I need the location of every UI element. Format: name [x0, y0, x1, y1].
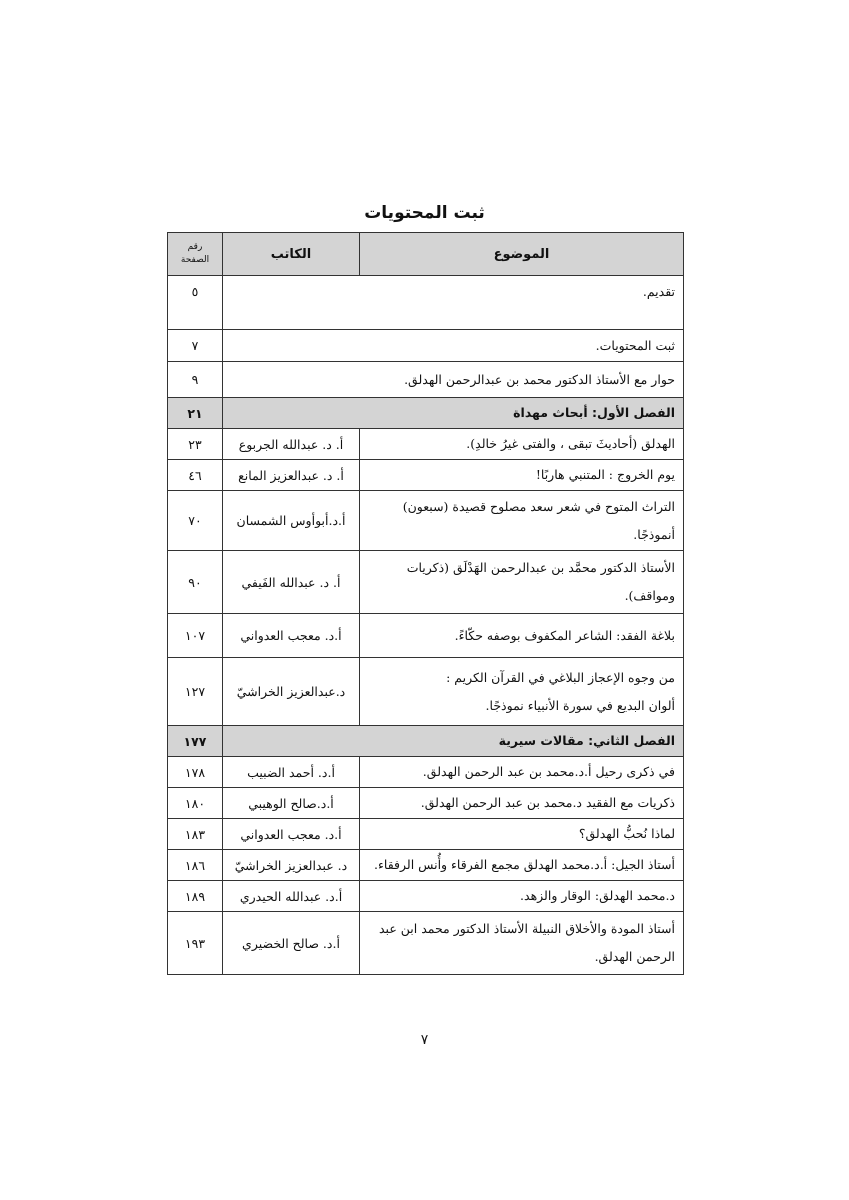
row-topic: الأستاذ الدكتور محمَّد بن عبدالرحمن الهَدْلَق (ذكريات ومواقف).: [360, 551, 684, 614]
table-row: [168, 658, 684, 726]
section-row: [168, 726, 684, 757]
table-row: [168, 757, 684, 788]
table-row: [168, 788, 684, 819]
contents-table: [167, 232, 684, 975]
section-title: الفصل الأول: أبحاث مهداة: [223, 398, 684, 429]
row-page: ١٢٧: [168, 658, 223, 726]
row-author: أ.د. صالح الخضيري: [223, 912, 360, 975]
page-title: ثبت المحتويات: [364, 203, 485, 223]
row-page: ٥: [168, 276, 223, 330]
row-topic: حوار مع الأستاذ الدكتور محمد بن عبدالرحمن الهدلق.: [223, 362, 684, 398]
header-topic: الموضوع: [360, 233, 684, 276]
row-topic: أستاذ المودة والأخلاق النبيلة الأستاذ الدكتور محمد ابن عبد الرحمن الهدلق.: [360, 912, 684, 975]
row-page: ١٨٣: [168, 819, 223, 850]
header-page: [168, 233, 223, 276]
row-page: ١٧٨: [168, 757, 223, 788]
header-page-line2: الصفحة: [180, 255, 210, 265]
row-topic-line1: من وجوه الإعجاز البلاغي في القرآن الكريم :: [446, 669, 675, 685]
table-row: [168, 362, 684, 398]
row-page: ١٨٠: [168, 788, 223, 819]
table-row: [168, 491, 684, 551]
table-row: [168, 850, 684, 881]
row-author: أ.د.أبوأوس الشمسان: [223, 491, 360, 551]
row-page: ٩: [168, 362, 223, 398]
row-author: د. عبدالعزيز الخراشيّ: [223, 850, 360, 881]
row-author: أ.د.صالح الوهيبي: [223, 788, 360, 819]
row-topic: في ذكرى رحيل أ.د.محمد بن عبد الرحمن الهدلق.: [360, 757, 684, 788]
header-author: الكاتب: [223, 233, 360, 276]
table-row: [168, 551, 684, 614]
table-row: [168, 276, 684, 330]
header-page-line1: رقم: [187, 241, 203, 252]
row-page: ٢١: [168, 398, 223, 429]
row-topic: الهدلق (أحاديثَ تبقى ، والفتى غيرُ خالدِ).: [360, 429, 684, 460]
row-page: ١٩٣: [168, 912, 223, 975]
row-author: أ. د. عبدالله الجربوع: [223, 429, 360, 460]
row-author: أ.د. معجب العدواني: [223, 819, 360, 850]
row-author: أ.د. معجب العدواني: [223, 614, 360, 658]
table-row: [168, 881, 684, 912]
table-row: [168, 429, 684, 460]
table-row: [168, 460, 684, 491]
row-topic: [360, 658, 684, 726]
page-number: ٧: [420, 1032, 429, 1048]
row-author: أ. د. عبدالعزيز المانع: [223, 460, 360, 491]
row-page: ١٠٧: [168, 614, 223, 658]
row-page: ١٧٧: [168, 726, 223, 757]
row-page: ١٨٦: [168, 850, 223, 881]
row-page: ٧: [168, 330, 223, 362]
row-page: ٧٠: [168, 491, 223, 551]
row-page: ١٨٩: [168, 881, 223, 912]
row-topic: تقديم.: [223, 276, 684, 330]
row-page: ٩٠: [168, 551, 223, 614]
row-topic: ثبت المحتويات.: [223, 330, 684, 362]
row-topic: يوم الخروج : المتنبي هاربًا!: [360, 460, 684, 491]
row-topic: التراث المتوح في شعر سعد مصلوح قصيدة (سبعون) أنموذجًا.: [360, 491, 684, 551]
row-page: ٢٣: [168, 429, 223, 460]
section-row: [168, 398, 684, 429]
table-row: [168, 614, 684, 658]
table-header-row: [168, 233, 684, 276]
table-row: [168, 330, 684, 362]
row-author: أ.د. عبدالله الحيدري: [223, 881, 360, 912]
row-topic: لماذا نُحبُّ الهدلق؟: [360, 819, 684, 850]
row-topic-line2: ألوان البديع في سورة الأنبياء نموذجًا.: [485, 697, 675, 713]
table-row: [168, 819, 684, 850]
section-title: الفصل الثاني: مقالات سيرية: [223, 726, 684, 757]
row-topic: بلاغة الفقد: الشاعر المكفوف بوصفه حكّاءً.: [360, 614, 684, 658]
row-topic: ذكريات مع الفقيد د.محمد بن عبد الرحمن الهدلق.: [360, 788, 684, 819]
row-topic: د.محمد الهدلق: الوقار والزهد.: [360, 881, 684, 912]
table-row: [168, 912, 684, 975]
row-topic: أستاذ الجيل: أ.د.محمد الهدلق مجمع الفرقاء وأُنس الرفقاء.: [360, 850, 684, 881]
row-author: د.عبدالعزيز الخراشيّ: [223, 658, 360, 726]
row-page: ٤٦: [168, 460, 223, 491]
row-author: أ. د. عبدالله الفَيفي: [223, 551, 360, 614]
row-author: أ.د. أحمد الضبيب: [223, 757, 360, 788]
